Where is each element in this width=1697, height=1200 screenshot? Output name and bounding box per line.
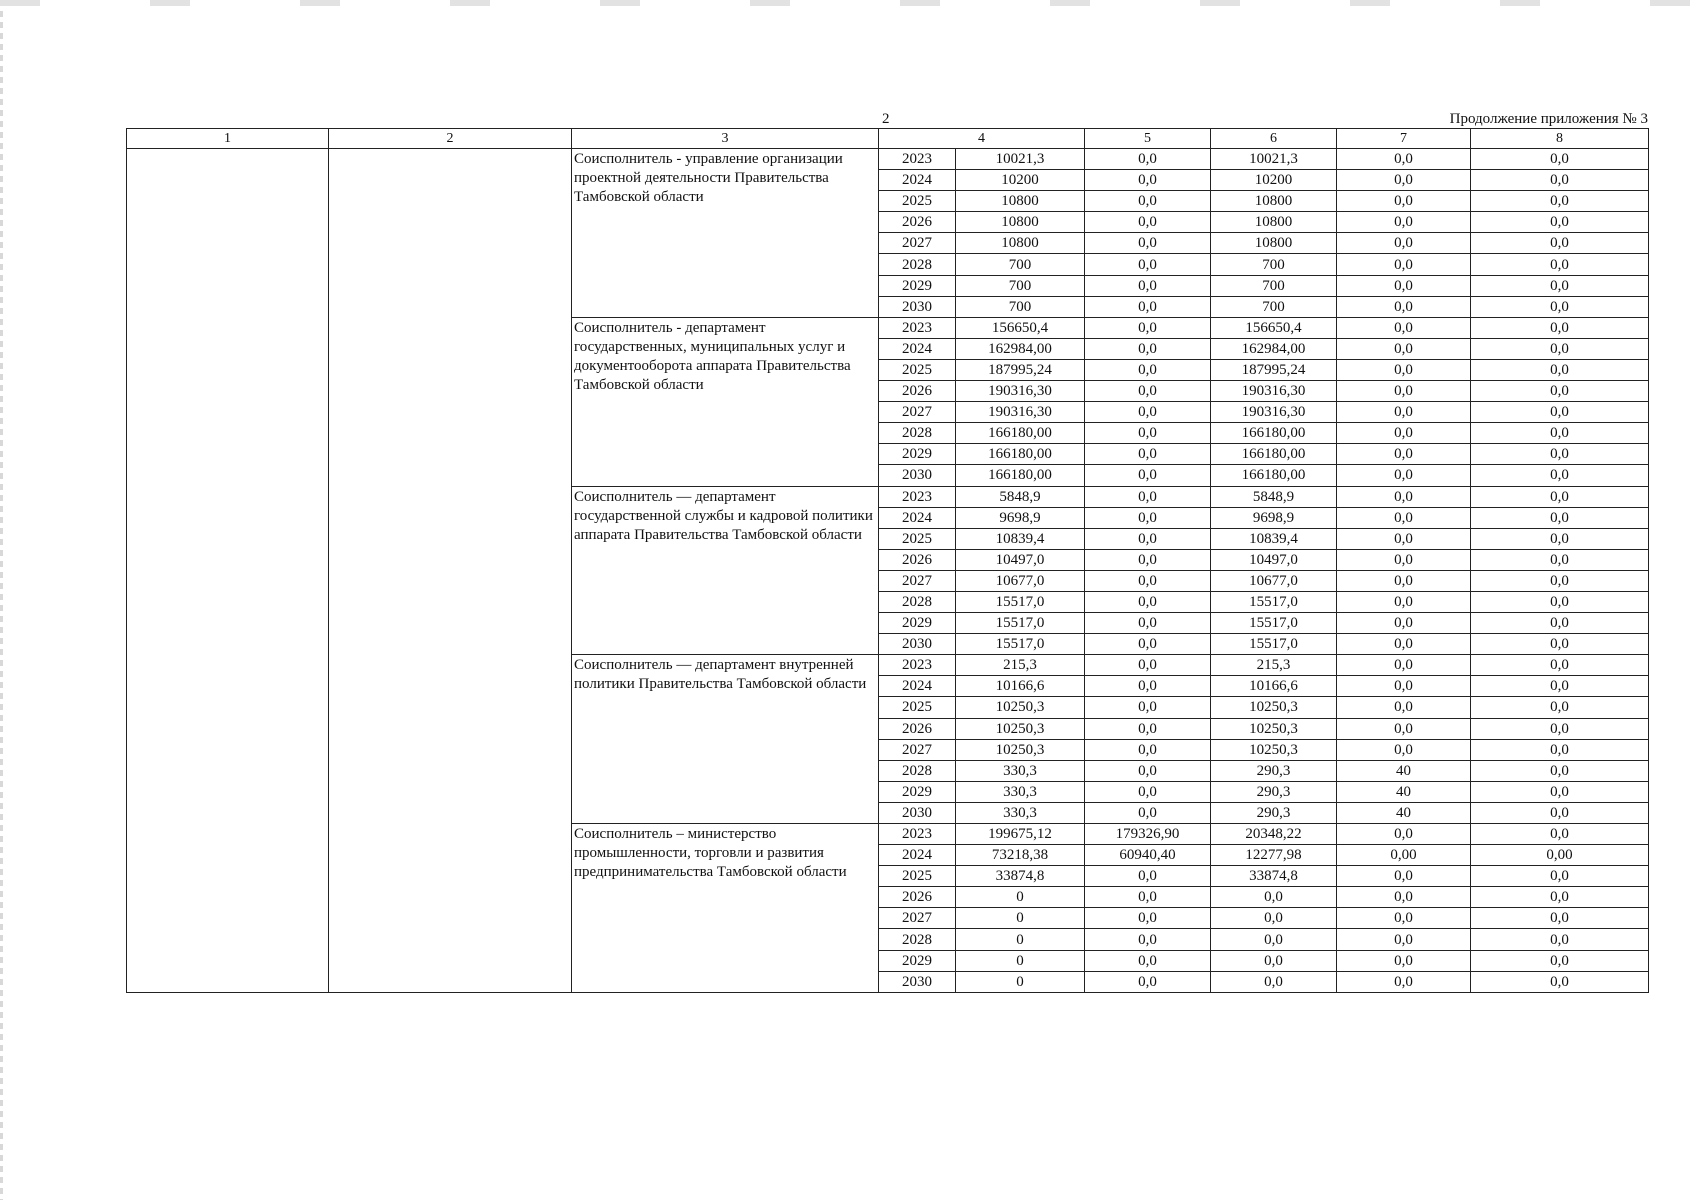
- year-cell: 2027: [879, 402, 956, 423]
- year-cell: 2023: [879, 486, 956, 507]
- total-cell: 700: [956, 296, 1085, 317]
- extra-cell: 0,0: [1471, 212, 1649, 233]
- local-cell: 0,0: [1337, 950, 1471, 971]
- extra-cell: 0,0: [1471, 423, 1649, 444]
- federal-cell: 0,0: [1085, 338, 1211, 359]
- federal-cell: 0,0: [1085, 275, 1211, 296]
- regional-cell: 10021,3: [1211, 149, 1337, 170]
- year-cell: 2023: [879, 149, 956, 170]
- total-cell: 166180,00: [956, 444, 1085, 465]
- regional-cell: 166180,00: [1211, 423, 1337, 444]
- local-cell: 0,0: [1337, 866, 1471, 887]
- extra-cell: 0,0: [1471, 254, 1649, 275]
- federal-cell: 0,0: [1085, 233, 1211, 254]
- regional-cell: 10800: [1211, 212, 1337, 233]
- federal-cell: 0,0: [1085, 781, 1211, 802]
- federal-cell: 60940,40: [1085, 845, 1211, 866]
- regional-cell: 700: [1211, 275, 1337, 296]
- extra-cell: 0,0: [1471, 802, 1649, 823]
- federal-cell: 0,0: [1085, 465, 1211, 486]
- extra-cell: 0,00: [1471, 845, 1649, 866]
- table-body: [127, 129, 1649, 993]
- local-cell: 0,0: [1337, 296, 1471, 317]
- federal-cell: 0,0: [1085, 191, 1211, 212]
- federal-cell: 0,0: [1085, 170, 1211, 191]
- local-cell: 0,0: [1337, 528, 1471, 549]
- regional-cell: 215,3: [1211, 655, 1337, 676]
- regional-cell: 12277,98: [1211, 845, 1337, 866]
- total-cell: 0: [956, 971, 1085, 992]
- total-cell: 0: [956, 929, 1085, 950]
- regional-cell: 187995,24: [1211, 359, 1337, 380]
- total-cell: 190316,30: [956, 381, 1085, 402]
- federal-cell: 0,0: [1085, 423, 1211, 444]
- local-cell: 0,0: [1337, 191, 1471, 212]
- regional-cell: 10839,4: [1211, 528, 1337, 549]
- extra-cell: 0,0: [1471, 170, 1649, 191]
- continuation-label: Продолжение приложения № 3: [1449, 111, 1648, 127]
- federal-cell: 0,0: [1085, 402, 1211, 423]
- year-cell: 2026: [879, 381, 956, 402]
- federal-cell: 0,0: [1085, 549, 1211, 570]
- extra-cell: 0,0: [1471, 486, 1649, 507]
- total-cell: 330,3: [956, 760, 1085, 781]
- total-cell: 10166,6: [956, 676, 1085, 697]
- year-cell: 2026: [879, 549, 956, 570]
- executor-name: Соисполнитель – министерство промышленности, торговли и развития предпринимательства Тамбовской области: [572, 824, 879, 993]
- extra-cell: 0,0: [1471, 233, 1649, 254]
- regional-cell: 15517,0: [1211, 634, 1337, 655]
- total-cell: 330,3: [956, 802, 1085, 823]
- federal-cell: 0,0: [1085, 866, 1211, 887]
- year-cell: 2030: [879, 971, 956, 992]
- total-cell: 700: [956, 254, 1085, 275]
- total-cell: 215,3: [956, 655, 1085, 676]
- federal-cell: 0,0: [1085, 908, 1211, 929]
- total-cell: 190316,30: [956, 402, 1085, 423]
- regional-cell: 0,0: [1211, 950, 1337, 971]
- local-cell: 40: [1337, 760, 1471, 781]
- year-cell: 2029: [879, 613, 956, 634]
- year-cell: 2027: [879, 908, 956, 929]
- local-cell: 0,0: [1337, 824, 1471, 845]
- regional-cell: 0,0: [1211, 908, 1337, 929]
- total-cell: 73218,38: [956, 845, 1085, 866]
- executor-name: Соисполнитель - управление организации проектной деятельности Правительства Тамбовской области: [572, 149, 879, 318]
- local-cell: 0,0: [1337, 423, 1471, 444]
- federal-cell: 0,0: [1085, 655, 1211, 676]
- local-cell: 0,0: [1337, 908, 1471, 929]
- extra-cell: 0,0: [1471, 613, 1649, 634]
- local-cell: 0,0: [1337, 971, 1471, 992]
- federal-cell: 0,0: [1085, 929, 1211, 950]
- local-cell: 0,0: [1337, 275, 1471, 296]
- total-cell: 199675,12: [956, 824, 1085, 845]
- year-cell: 2026: [879, 718, 956, 739]
- federal-cell: 0,0: [1085, 296, 1211, 317]
- total-cell: 15517,0: [956, 591, 1085, 612]
- extra-cell: 0,0: [1471, 275, 1649, 296]
- extra-cell: 0,0: [1471, 381, 1649, 402]
- regional-cell: 20348,22: [1211, 824, 1337, 845]
- total-cell: 156650,4: [956, 317, 1085, 338]
- year-cell: 2028: [879, 423, 956, 444]
- total-cell: 10800: [956, 233, 1085, 254]
- local-cell: 40: [1337, 781, 1471, 802]
- local-cell: 0,0: [1337, 317, 1471, 338]
- total-cell: 10800: [956, 191, 1085, 212]
- year-cell: 2027: [879, 739, 956, 760]
- year-cell: 2025: [879, 697, 956, 718]
- regional-cell: 10250,3: [1211, 739, 1337, 760]
- extra-cell: 0,0: [1471, 507, 1649, 528]
- column-header: 4: [879, 129, 1085, 149]
- total-cell: 10250,3: [956, 739, 1085, 760]
- year-cell: 2024: [879, 507, 956, 528]
- extra-cell: 0,0: [1471, 760, 1649, 781]
- local-cell: 0,0: [1337, 465, 1471, 486]
- executor-name: Соисполнитель — департамент государственной службы и кадровой политики аппарата Правительства Тамбовской области: [572, 486, 879, 655]
- year-cell: 2030: [879, 802, 956, 823]
- total-cell: 10839,4: [956, 528, 1085, 549]
- local-cell: 0,0: [1337, 486, 1471, 507]
- federal-cell: 0,0: [1085, 971, 1211, 992]
- extra-cell: 0,0: [1471, 676, 1649, 697]
- year-cell: 2024: [879, 170, 956, 191]
- local-cell: 0,0: [1337, 655, 1471, 676]
- local-cell: 0,0: [1337, 381, 1471, 402]
- federal-cell: 0,0: [1085, 444, 1211, 465]
- total-cell: 10800: [956, 212, 1085, 233]
- column-header: 1: [127, 129, 329, 149]
- year-cell: 2029: [879, 444, 956, 465]
- regional-cell: 10250,3: [1211, 697, 1337, 718]
- regional-cell: 10250,3: [1211, 718, 1337, 739]
- local-cell: 0,0: [1337, 613, 1471, 634]
- extra-cell: 0,0: [1471, 718, 1649, 739]
- total-cell: 0: [956, 908, 1085, 929]
- regional-cell: 162984,00: [1211, 338, 1337, 359]
- local-cell: 0,0: [1337, 634, 1471, 655]
- regional-cell: 10800: [1211, 233, 1337, 254]
- total-cell: 9698,9: [956, 507, 1085, 528]
- extra-cell: 0,0: [1471, 191, 1649, 212]
- year-cell: 2029: [879, 950, 956, 971]
- local-cell: 0,0: [1337, 149, 1471, 170]
- extra-cell: 0,0: [1471, 296, 1649, 317]
- federal-cell: 0,0: [1085, 507, 1211, 528]
- extra-cell: 0,0: [1471, 570, 1649, 591]
- extra-cell: 0,0: [1471, 549, 1649, 570]
- federal-cell: 0,0: [1085, 697, 1211, 718]
- extra-cell: 0,0: [1471, 781, 1649, 802]
- regional-cell: 10497,0: [1211, 549, 1337, 570]
- federal-cell: 0,0: [1085, 381, 1211, 402]
- extra-cell: 0,0: [1471, 866, 1649, 887]
- regional-cell: 700: [1211, 254, 1337, 275]
- extra-cell: 0,0: [1471, 908, 1649, 929]
- local-cell: 0,0: [1337, 718, 1471, 739]
- federal-cell: 0,0: [1085, 212, 1211, 233]
- extra-cell: 0,0: [1471, 697, 1649, 718]
- regional-cell: 5848,9: [1211, 486, 1337, 507]
- page-number: 2: [882, 111, 890, 127]
- extra-cell: 0,0: [1471, 359, 1649, 380]
- federal-cell: 0,0: [1085, 802, 1211, 823]
- local-cell: 0,0: [1337, 507, 1471, 528]
- year-cell: 2028: [879, 929, 956, 950]
- federal-cell: 0,0: [1085, 950, 1211, 971]
- year-cell: 2026: [879, 212, 956, 233]
- local-cell: 0,0: [1337, 212, 1471, 233]
- extra-cell: 0,0: [1471, 929, 1649, 950]
- column-header: 8: [1471, 129, 1649, 149]
- total-cell: 10021,3: [956, 149, 1085, 170]
- extra-cell: 0,0: [1471, 634, 1649, 655]
- local-cell: 0,0: [1337, 697, 1471, 718]
- federal-cell: 0,0: [1085, 254, 1211, 275]
- regional-cell: 10200: [1211, 170, 1337, 191]
- regional-cell: 0,0: [1211, 929, 1337, 950]
- extra-cell: 0,0: [1471, 465, 1649, 486]
- regional-cell: 15517,0: [1211, 613, 1337, 634]
- total-cell: 166180,00: [956, 465, 1085, 486]
- local-cell: 0,0: [1337, 570, 1471, 591]
- year-cell: 2030: [879, 634, 956, 655]
- year-cell: 2025: [879, 191, 956, 212]
- regional-cell: 156650,4: [1211, 317, 1337, 338]
- year-cell: 2029: [879, 781, 956, 802]
- federal-cell: 0,0: [1085, 359, 1211, 380]
- blank-cell-col2: [329, 149, 572, 993]
- regional-cell: 166180,00: [1211, 444, 1337, 465]
- federal-cell: 0,0: [1085, 570, 1211, 591]
- regional-cell: 290,3: [1211, 760, 1337, 781]
- federal-cell: 0,0: [1085, 591, 1211, 612]
- extra-cell: 0,0: [1471, 317, 1649, 338]
- extra-cell: 0,0: [1471, 824, 1649, 845]
- total-cell: 0: [956, 887, 1085, 908]
- column-header: 5: [1085, 129, 1211, 149]
- regional-cell: 290,3: [1211, 802, 1337, 823]
- regional-cell: 290,3: [1211, 781, 1337, 802]
- extra-cell: 0,0: [1471, 402, 1649, 423]
- federal-cell: 0,0: [1085, 486, 1211, 507]
- regional-cell: 166180,00: [1211, 465, 1337, 486]
- year-cell: 2026: [879, 887, 956, 908]
- regional-cell: 10677,0: [1211, 570, 1337, 591]
- total-cell: 10497,0: [956, 549, 1085, 570]
- federal-cell: 0,0: [1085, 317, 1211, 338]
- year-cell: 2025: [879, 528, 956, 549]
- local-cell: 0,0: [1337, 549, 1471, 570]
- federal-cell: 0,0: [1085, 760, 1211, 781]
- total-cell: 15517,0: [956, 634, 1085, 655]
- regional-cell: 15517,0: [1211, 591, 1337, 612]
- year-cell: 2029: [879, 275, 956, 296]
- regional-cell: 700: [1211, 296, 1337, 317]
- year-cell: 2027: [879, 233, 956, 254]
- local-cell: 0,0: [1337, 254, 1471, 275]
- executor-name: Соисполнитель — департамент внутренней политики Правительства Тамбовской области: [572, 655, 879, 824]
- local-cell: 0,0: [1337, 444, 1471, 465]
- total-cell: 33874,8: [956, 866, 1085, 887]
- extra-cell: 0,0: [1471, 528, 1649, 549]
- extra-cell: 0,0: [1471, 149, 1649, 170]
- extra-cell: 0,0: [1471, 739, 1649, 760]
- column-header: 3: [572, 129, 879, 149]
- local-cell: 40: [1337, 802, 1471, 823]
- federal-cell: 0,0: [1085, 149, 1211, 170]
- total-cell: 187995,24: [956, 359, 1085, 380]
- year-cell: 2024: [879, 845, 956, 866]
- federal-cell: 0,0: [1085, 634, 1211, 655]
- local-cell: 0,0: [1337, 739, 1471, 760]
- total-cell: 5848,9: [956, 486, 1085, 507]
- regional-cell: 9698,9: [1211, 507, 1337, 528]
- year-cell: 2023: [879, 655, 956, 676]
- total-cell: 10200: [956, 170, 1085, 191]
- regional-cell: 190316,30: [1211, 402, 1337, 423]
- local-cell: 0,0: [1337, 887, 1471, 908]
- year-cell: 2028: [879, 760, 956, 781]
- total-cell: 700: [956, 275, 1085, 296]
- local-cell: 0,0: [1337, 233, 1471, 254]
- year-cell: 2024: [879, 676, 956, 697]
- local-cell: 0,0: [1337, 929, 1471, 950]
- total-cell: 162984,00: [956, 338, 1085, 359]
- regional-cell: 0,0: [1211, 887, 1337, 908]
- year-cell: 2030: [879, 465, 956, 486]
- local-cell: 0,0: [1337, 676, 1471, 697]
- scan-edge-artifact: [0, 0, 3, 1200]
- federal-cell: 0,0: [1085, 887, 1211, 908]
- total-cell: 0: [956, 950, 1085, 971]
- local-cell: 0,0: [1337, 359, 1471, 380]
- local-cell: 0,0: [1337, 338, 1471, 359]
- extra-cell: 0,0: [1471, 338, 1649, 359]
- year-cell: 2023: [879, 317, 956, 338]
- total-cell: 166180,00: [956, 423, 1085, 444]
- column-header: 7: [1337, 129, 1471, 149]
- regional-cell: 10166,6: [1211, 676, 1337, 697]
- table-header-row: [127, 129, 1649, 149]
- year-cell: 2027: [879, 570, 956, 591]
- total-cell: 330,3: [956, 781, 1085, 802]
- year-cell: 2028: [879, 591, 956, 612]
- year-cell: 2023: [879, 824, 956, 845]
- column-header: 2: [329, 129, 572, 149]
- column-header: 6: [1211, 129, 1337, 149]
- federal-cell: 179326,90: [1085, 824, 1211, 845]
- local-cell: 0,00: [1337, 845, 1471, 866]
- regional-cell: 33874,8: [1211, 866, 1337, 887]
- federal-cell: 0,0: [1085, 676, 1211, 697]
- federal-cell: 0,0: [1085, 528, 1211, 549]
- total-cell: 10250,3: [956, 697, 1085, 718]
- local-cell: 0,0: [1337, 591, 1471, 612]
- year-cell: 2025: [879, 359, 956, 380]
- extra-cell: 0,0: [1471, 887, 1649, 908]
- extra-cell: 0,0: [1471, 950, 1649, 971]
- table-row: [127, 149, 1649, 170]
- extra-cell: 0,0: [1471, 591, 1649, 612]
- regional-cell: 10800: [1211, 191, 1337, 212]
- blank-cell-col1: [127, 149, 329, 993]
- scan-top-artifact: [0, 0, 1697, 6]
- federal-cell: 0,0: [1085, 739, 1211, 760]
- local-cell: 0,0: [1337, 402, 1471, 423]
- regional-cell: 190316,30: [1211, 381, 1337, 402]
- extra-cell: 0,0: [1471, 444, 1649, 465]
- total-cell: 10677,0: [956, 570, 1085, 591]
- total-cell: 15517,0: [956, 613, 1085, 634]
- local-cell: 0,0: [1337, 170, 1471, 191]
- year-cell: 2030: [879, 296, 956, 317]
- executor-name: Соисполнитель - департамент государственных, муниципальных услуг и документооборота аппарата Правительства Тамбовской области: [572, 317, 879, 486]
- extra-cell: 0,0: [1471, 655, 1649, 676]
- extra-cell: 0,0: [1471, 971, 1649, 992]
- year-cell: 2025: [879, 866, 956, 887]
- federal-cell: 0,0: [1085, 613, 1211, 634]
- year-cell: 2028: [879, 254, 956, 275]
- total-cell: 10250,3: [956, 718, 1085, 739]
- year-cell: 2024: [879, 338, 956, 359]
- regional-cell: 0,0: [1211, 971, 1337, 992]
- budget-table: [126, 128, 1649, 993]
- federal-cell: 0,0: [1085, 718, 1211, 739]
